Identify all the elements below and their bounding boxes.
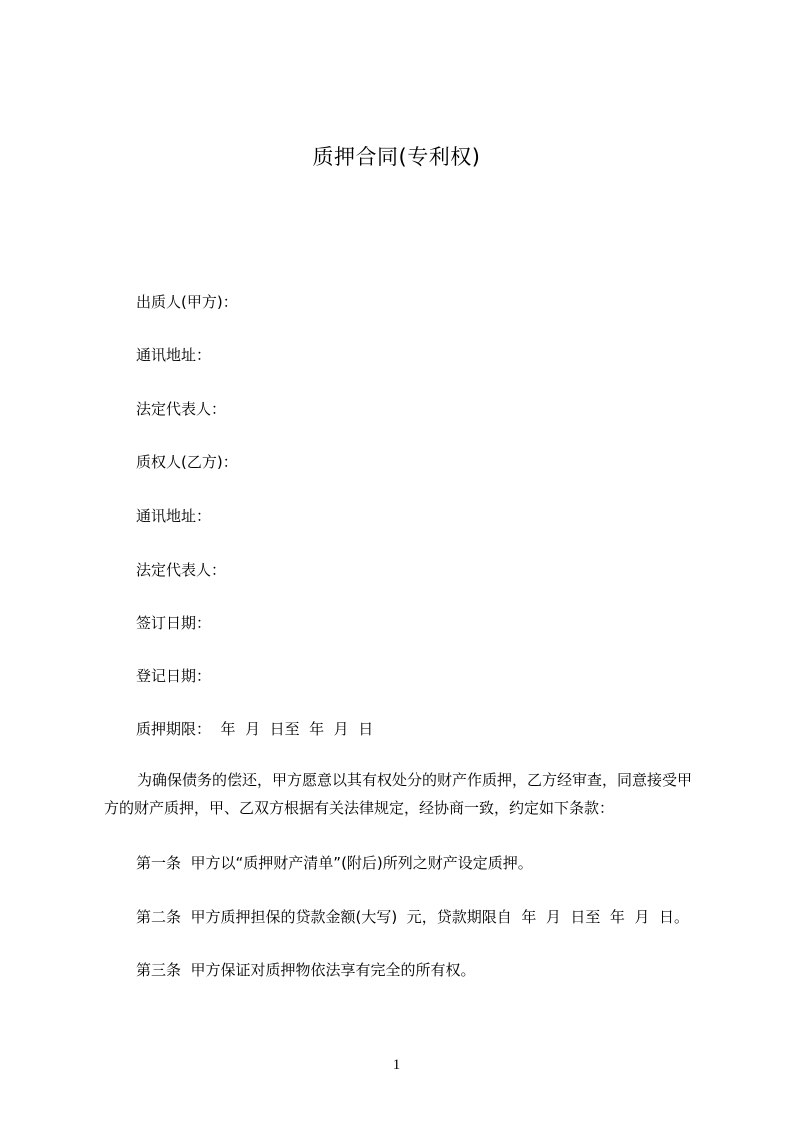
field-pledgee-legal-rep: 法定代表人： bbox=[136, 561, 227, 579]
field-pledgee: 质权人(乙方)： bbox=[136, 453, 238, 471]
field-pledgor-legal-rep: 法定代表人： bbox=[136, 400, 227, 418]
intro-paragraph: 为确保债务的偿还，甲方愿意以其有权处分的财产作质押，乙方经审查，同意接受甲方的财产质押，甲、乙双方根据有关法律规定，经协商一致，约定如下条款： bbox=[104, 771, 693, 817]
field-register-date: 登记日期： bbox=[136, 667, 212, 685]
clause-3: 第三条 甲方保证对质押物依法享有完全的所有权。 bbox=[136, 961, 476, 979]
field-pledgor-address: 通讯地址： bbox=[136, 346, 212, 364]
field-sign-date: 签订日期： bbox=[136, 614, 212, 632]
field-pledge-term: 质押期限： 年 月 日至 年 月 日 bbox=[136, 720, 374, 738]
document-title: 质押合同(专利权) bbox=[312, 145, 481, 169]
field-pledgor: 出质人(甲方)： bbox=[136, 293, 238, 311]
page-number: 1 bbox=[392, 1057, 401, 1073]
field-pledgee-address: 通讯地址： bbox=[136, 507, 212, 525]
clause-1: 第一条 甲方以“质押财产清单”(附后)所列之财产设定质押。 bbox=[136, 854, 533, 872]
clause-2: 第二条 甲方质押担保的贷款金额(大写) 元，贷款期限自 年 月 日至 年 月 日。 bbox=[136, 908, 689, 926]
